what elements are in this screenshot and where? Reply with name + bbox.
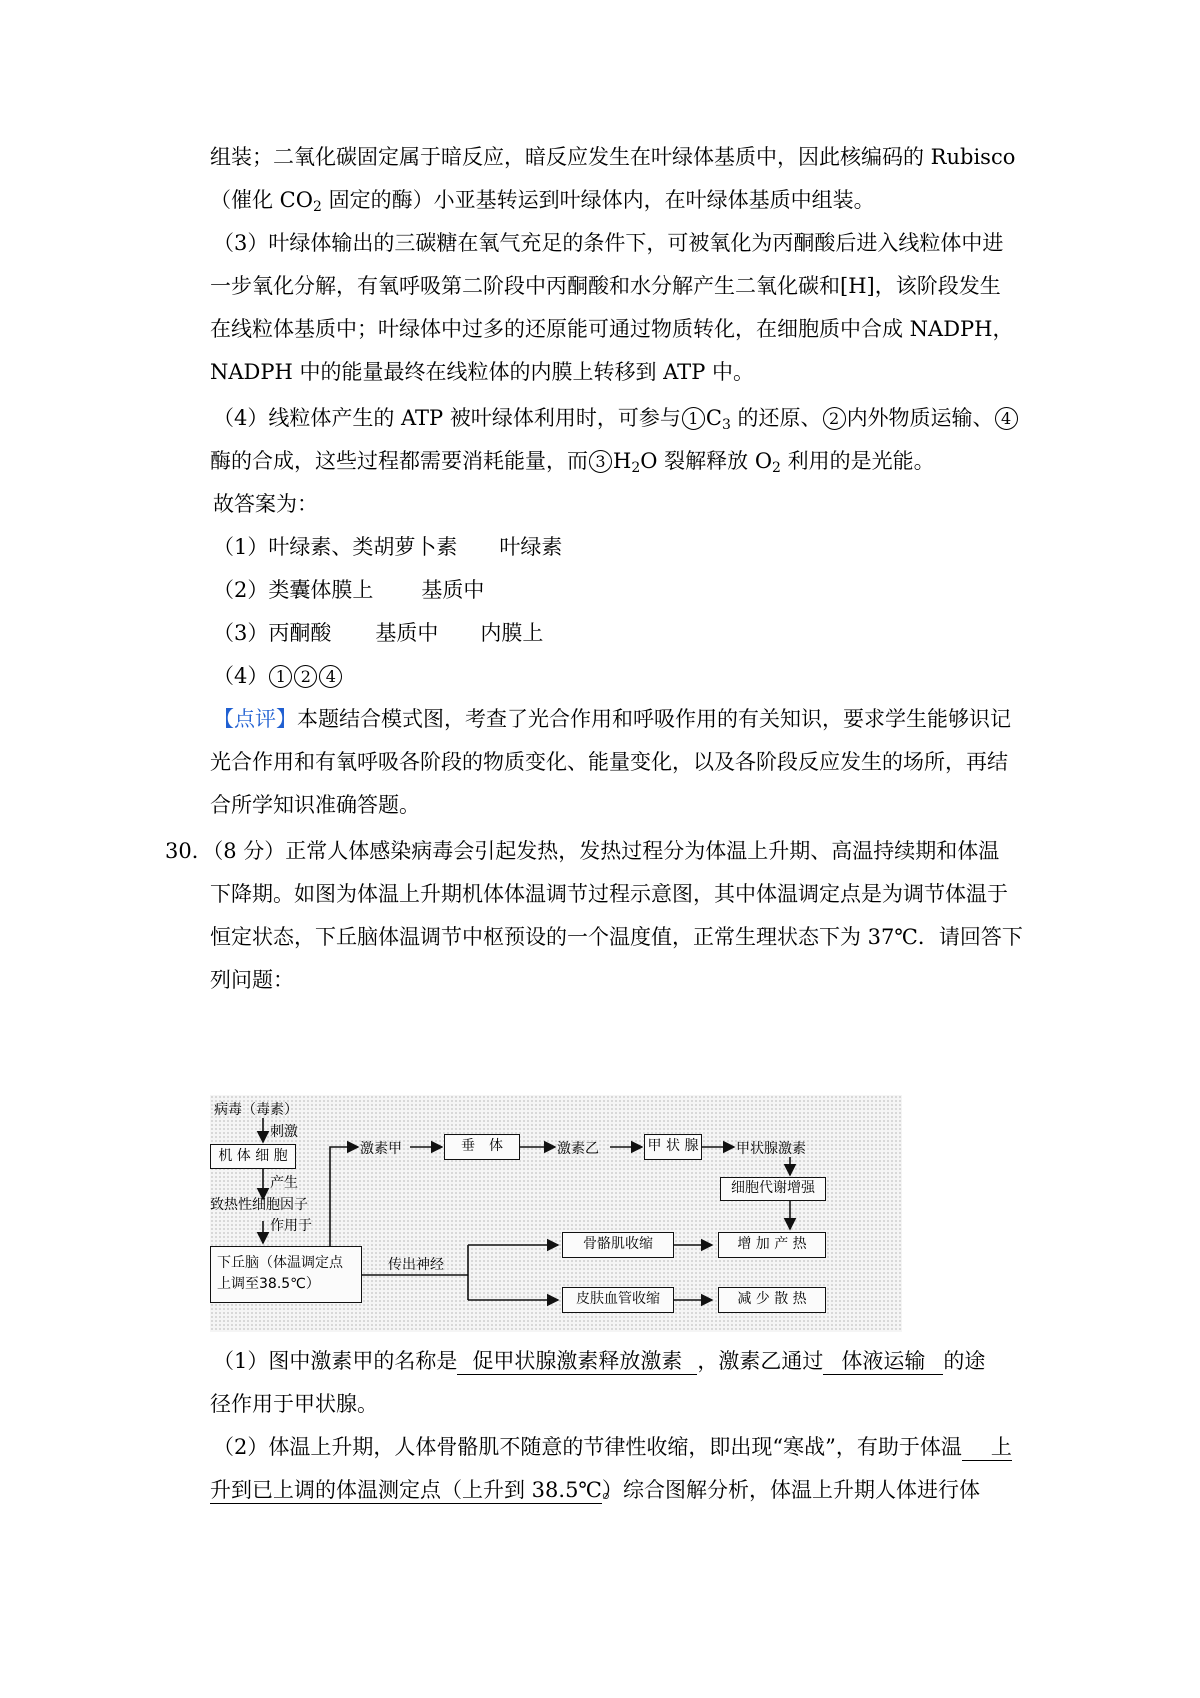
subscript: 2: [631, 460, 641, 476]
text-line: [213, 228, 1003, 258]
question-line: [165, 836, 999, 866]
hypothalamus-box: [210, 1246, 362, 1303]
act-on-label: 作用于: [270, 1218, 312, 1234]
body-cells-box: 机 体 细 胞: [210, 1144, 296, 1169]
thyroid-box: 甲 状 腺: [644, 1134, 702, 1160]
question-part-line: [213, 1432, 1012, 1462]
pyrogen-label: 致热性细胞因子: [210, 1197, 308, 1213]
text-span: 基质中: [421, 578, 485, 602]
text-line: [210, 747, 1008, 777]
thyroxine-label: 甲状腺激素: [736, 1141, 806, 1157]
circled-number: 4: [995, 407, 1018, 430]
text-span: ，激素乙通过: [697, 1349, 824, 1373]
text-span: 本题结合模式图，考查了光合作用和呼吸作用的有关知识，要求学生能够识记: [297, 707, 1011, 731]
vessel-constriction-box: 皮肤血管收缩: [562, 1287, 674, 1313]
text-line: [210, 357, 754, 387]
text-span: 径作用于甲状腺。: [210, 1392, 378, 1416]
subscript: 3: [721, 417, 731, 433]
thermoregulation-diagram: [210, 1095, 902, 1332]
text-line: [210, 314, 1014, 344]
text-span: （2）体温上升期，人体骨骼肌不随意的节律性收缩，即出现“寒战”，有助于体温: [213, 1435, 962, 1459]
text-span: （催化 CO: [210, 188, 313, 212]
comment-tag: 【点评】: [213, 707, 297, 731]
text-span: 的途: [943, 1349, 986, 1373]
text-span: 光合作用和有氧呼吸各阶段的物质变化、能量变化，以及各阶段反应发生的场所，再结: [210, 750, 1008, 774]
text-line: [210, 1475, 980, 1505]
text-span: 。综合图解分析，体温上升期人体进行体: [602, 1478, 980, 1502]
text-span: （1）叶绿素、类胡萝卜素: [213, 535, 458, 559]
question-part-line: [213, 1346, 985, 1376]
text-span: 利用的是光能。: [780, 449, 935, 473]
metabolism-box: 细胞代谢增强: [720, 1177, 826, 1201]
text-span: 下降期。如图为体温上升期机体体温调节过程示意图，其中体温调定点是为调节体温于: [210, 882, 1008, 906]
text-span: 合所学知识准确答题。: [210, 793, 420, 817]
stimulate-label: 刺激: [270, 1124, 298, 1140]
text-span: 30．（8 分）正常人体感染病毒会引起发热，发热过程分为体温上升期、高温持续期和体温: [165, 839, 1000, 863]
circled-number: 4: [319, 665, 342, 688]
virus-label: 病毒（毒素）: [214, 1102, 298, 1118]
text-span: 基质中: [375, 621, 439, 645]
text-span: NADPH 中的能量最终在线粒体的内膜上转移到 ATP 中。: [210, 360, 754, 384]
text-line: [210, 790, 420, 820]
text-span: 一步氧化分解，有氧呼吸第二阶段中丙酮酸和水分解产生二氧化碳和[H]，该阶段发生: [210, 274, 1001, 298]
text-span: 故答案为：: [213, 492, 318, 516]
subscript: 2: [312, 199, 322, 215]
text-span: C: [705, 406, 722, 430]
answer-blank-2: 体液运输: [823, 1348, 943, 1375]
subscript: 2: [772, 460, 781, 476]
heat-loss-box: 减 少 散 热: [718, 1287, 826, 1313]
hypothalamus-line-1: 下丘脑（体温调定点: [217, 1255, 343, 1271]
muscle-contraction-box: 骨骼肌收缩: [562, 1232, 674, 1258]
text-span: （4）: [213, 664, 269, 688]
text-span: 内外物质运输、: [846, 406, 994, 430]
text-line: [210, 922, 1023, 952]
hormone-b-label: 激素乙: [557, 1141, 599, 1157]
text-line: [210, 446, 935, 476]
text-line: [210, 185, 875, 215]
answer-line: [213, 532, 562, 562]
text-span: 叶绿素: [499, 535, 563, 559]
text-span: （4）线粒体产生的 ATP 被叶绿体利用时，可参与: [213, 406, 681, 430]
comment-line: [213, 704, 1011, 734]
pituitary-box: 垂 体: [444, 1134, 520, 1160]
circled-number: 2: [294, 665, 317, 688]
text-span: O 裂解释放 O: [640, 449, 773, 473]
hormone-a-label: 激素甲: [360, 1141, 402, 1157]
answer-blank-3a: 上: [962, 1434, 1012, 1461]
text-line: [210, 1389, 378, 1419]
text-span: （1）图中激素甲的名称是: [213, 1349, 458, 1373]
hypothalamus-line-2: 上调至38.5℃）: [217, 1276, 320, 1292]
text-span: 的还原、: [730, 406, 822, 430]
text-span: 列问题：: [210, 968, 294, 992]
produce-label: 产生: [270, 1175, 298, 1191]
text-span: 恒定状态，下丘脑体温调节中枢预设的一个温度值，正常生理状态下为 37℃．请回答下: [210, 925, 1023, 949]
circled-number: 1: [269, 665, 292, 688]
circled-number: 1: [682, 407, 705, 430]
text-line: [213, 489, 318, 519]
text-span: （3）丙酮酸: [213, 621, 332, 645]
circled-number: 3: [589, 450, 612, 473]
text-span: 在线粒体基质中；叶绿体中过多的还原能可通过物质转化，在细胞质中合成 NADPH，: [210, 317, 1014, 341]
text-span: （3）叶绿体输出的三碳糖在氧气充足的条件下，可被氧化为丙酮酸后进入线粒体中进: [213, 231, 1004, 255]
text-span: 酶的合成，这些过程都需要消耗能量，而: [210, 449, 588, 473]
text-span: H: [613, 449, 632, 473]
efferent-nerve-label: 传出神经: [388, 1257, 444, 1273]
text-line: [210, 271, 1001, 301]
text-line: [210, 142, 1015, 172]
text-line: [210, 879, 1008, 909]
heat-production-box: 增 加 产 热: [718, 1232, 826, 1258]
answer-line: [213, 575, 484, 605]
text-span: 组装；二氧化碳固定属于暗反应，暗反应发生在叶绿体基质中，因此核编码的 Rubisco: [210, 145, 1016, 169]
text-span: （2）类囊体膜上: [213, 578, 374, 602]
text-line: [210, 965, 294, 995]
text-span: 固定的酶）小亚基转运到叶绿体内，在叶绿体基质中组装。: [321, 188, 875, 212]
answer-line: [213, 618, 543, 648]
circled-number: 2: [823, 407, 846, 430]
text-line: [213, 403, 1019, 433]
answer-blank-1: 促甲状腺激素释放激素: [457, 1348, 697, 1375]
answer-blank-3b: 升到已上调的体温测定点（上升到 38.5℃）: [210, 1478, 623, 1502]
text-span: 内膜上: [480, 621, 544, 645]
answer-line: [213, 661, 343, 691]
